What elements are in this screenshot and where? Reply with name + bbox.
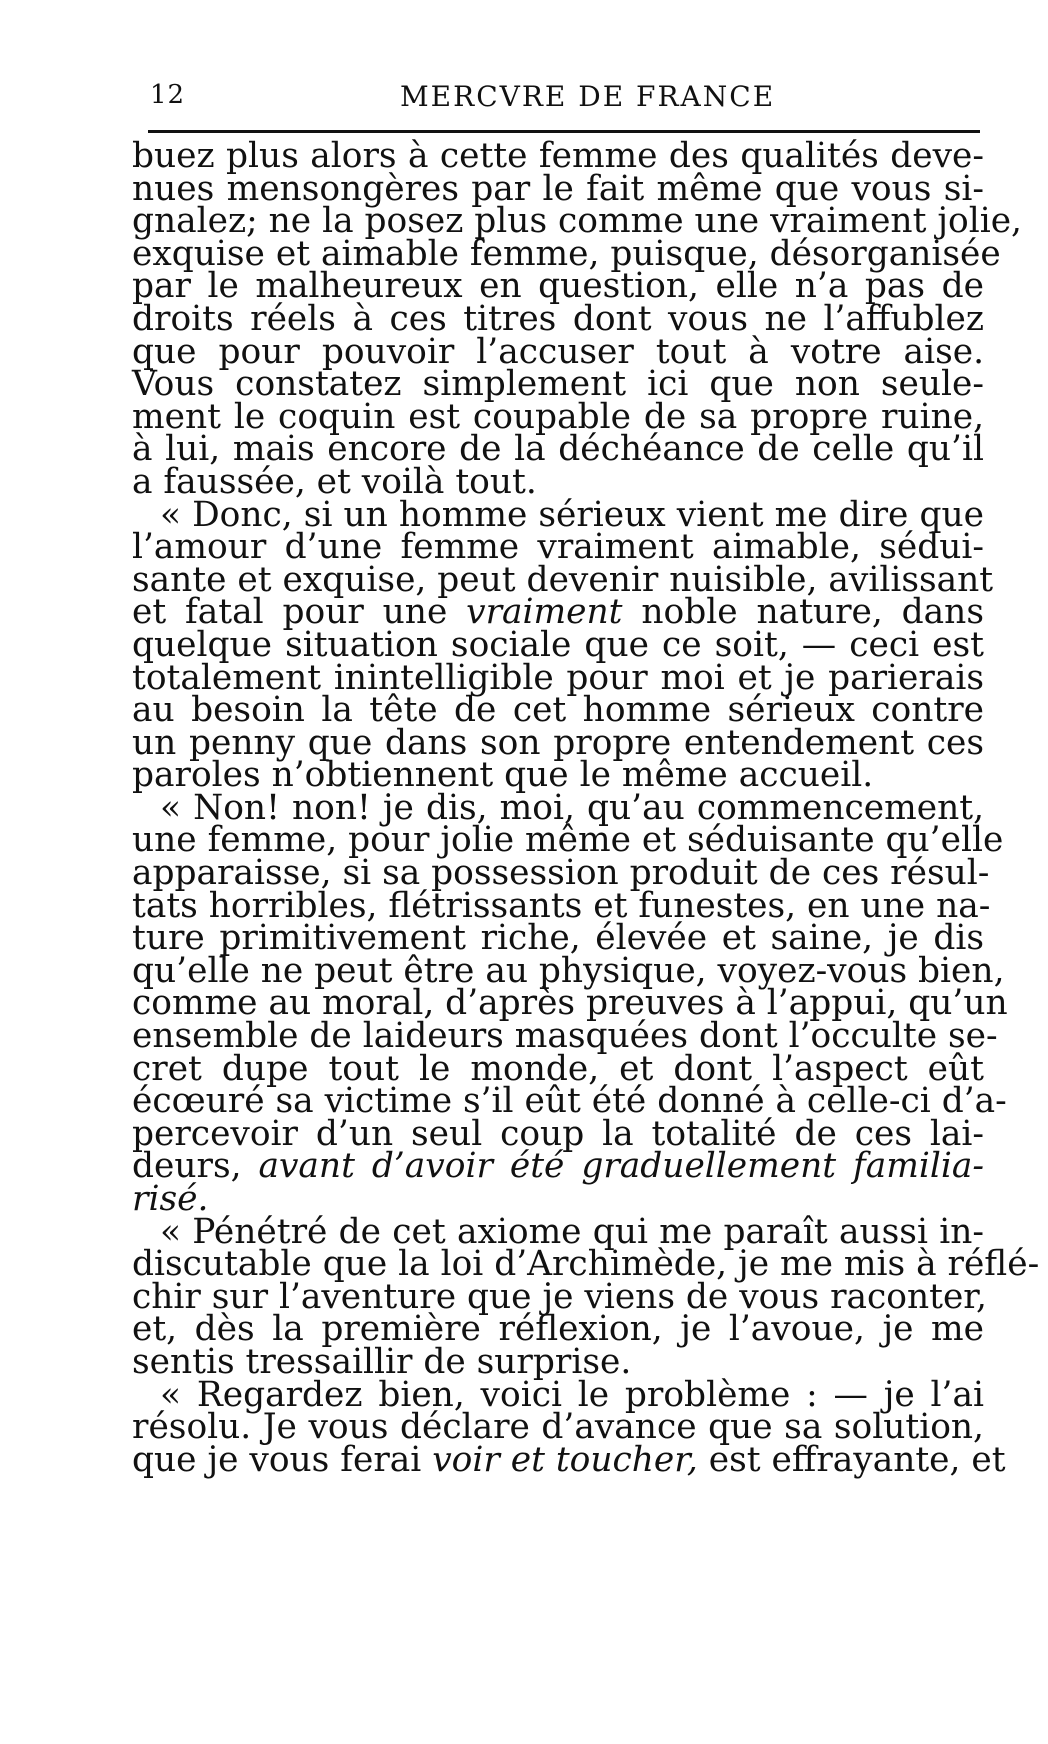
- paragraph: [132, 494, 994, 796]
- text-line: droits réels à ces titres dont vous ne l’affublez: [132, 298, 984, 339]
- text-line: risé.: [132, 1179, 209, 1219]
- text-line: et fatal pour une vraiment noble nature, dans: [132, 592, 984, 633]
- text-line: que pour pouvoir l’accuser tout à votre aise.: [132, 331, 984, 372]
- text-line: écœuré sa victime s’il eût été donné à celle-ci d’a-: [132, 1081, 1007, 1122]
- text-line: une femme, pour jolie même et séduisante qu’elle: [132, 820, 1004, 861]
- text-line: ture primitivement riche, élevée et saine, je dis: [132, 918, 984, 959]
- text-line: un penny que dans son propre entendement ces: [132, 722, 984, 763]
- text-line: l’amour d’une femme vraiment aimable, sédui-: [132, 527, 984, 568]
- text-line: exquise et aimable femme, puisque, désorganisée: [132, 233, 1001, 274]
- text-line: et, dès la première réflexion, je l’avoue, je me: [132, 1309, 984, 1350]
- paragraph: [132, 136, 1022, 502]
- paragraph: [132, 1211, 1040, 1382]
- text-line: buez plus alors à cette femme des qualités deve-: [132, 136, 984, 176]
- text-line: « Non! non! je dis, moi, qu’au commencement,: [160, 787, 984, 828]
- text-line: paroles n’obtiennent que le même accueil.: [132, 755, 874, 796]
- text-line: Vous constatez simplement ici que non seule-: [132, 364, 984, 405]
- text-line: deurs, avant d’avoir été graduellement familia-: [132, 1146, 984, 1187]
- text-line: par le malheureux en question, elle n’a pas de: [132, 266, 984, 307]
- text-line: « Regardez bien, voici le problème : — je l’ai: [160, 1374, 984, 1415]
- paragraph: [132, 1374, 1006, 1480]
- text-line: nues mensongères par le fait même que vous si-: [132, 168, 984, 209]
- paragraph: [132, 787, 1008, 1219]
- text-line: cret dupe tout le monde, et dont l’aspect eût: [132, 1048, 984, 1089]
- running-head: MERCVRE DE FRANCE: [400, 80, 776, 113]
- page-header: [150, 72, 980, 112]
- text-line: discutable que la loi d’Archimède, je me mis à réflé-: [132, 1244, 1040, 1285]
- text-line: tats horribles, flétrissants et funestes, en une na-: [132, 885, 991, 926]
- text-line: totalement inintelligible pour moi et je parierais: [132, 657, 984, 698]
- text-line: au besoin la tête de cet homme sérieux contre: [132, 690, 984, 731]
- text-line: résolu. Je vous déclare d’avance que sa solution,: [132, 1407, 984, 1448]
- text-line: que je vous ferai voir et toucher, est effrayante, et: [132, 1439, 1006, 1480]
- text-line: « Pénétré de cet axiome qui me paraît aussi in-: [160, 1211, 984, 1252]
- text-line: « Donc, si un homme sérieux vient me dire que: [160, 494, 984, 535]
- text-line: quelque situation sociale que ce soit, — ceci est: [132, 624, 984, 665]
- text-line: ensemble de laideurs masquées dont l’occulte se-: [132, 1016, 998, 1057]
- page-number: 12: [150, 80, 186, 110]
- header-rule: [148, 130, 980, 133]
- text-line: chir sur l’aventure que je viens de vous raconter,: [132, 1276, 987, 1317]
- text-line: ment le coquin est coupable de sa propre ruine,: [132, 396, 984, 437]
- text-line: comme au moral, d’après preuves à l’appui, qu’un: [132, 983, 1008, 1024]
- text-line: gnalez; ne la posez plus comme une vraiment jolie,: [132, 201, 1022, 242]
- text-line: a faussée, et voilà tout.: [132, 461, 537, 502]
- text-line: sante et exquise, peut devenir nuisible, avilissant: [132, 559, 994, 600]
- text-line: sentis tressaillir de surprise.: [132, 1341, 632, 1382]
- text-line: apparaisse, si sa possession produit de ces résul-: [132, 853, 990, 894]
- text-line: qu’elle ne peut être au physique, voyez-vous bien,: [132, 950, 1005, 991]
- text-line: à lui, mais encore de la déchéance de celle qu’il: [132, 429, 984, 470]
- body-text: [132, 136, 1040, 1480]
- text-line: percevoir d’un seul coup la totalité de ces lai-: [132, 1113, 984, 1154]
